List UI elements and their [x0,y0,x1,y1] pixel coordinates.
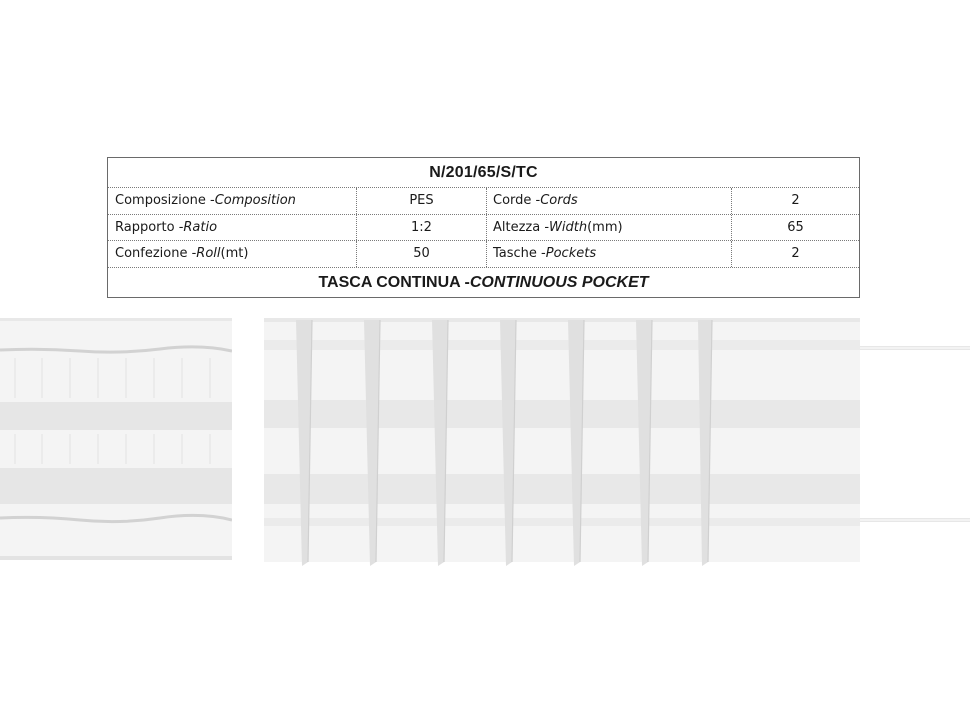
composition-value: PES [357,188,487,214]
pocket-type: TASCA CONTINUA - CONTINUOUS POCKET [318,273,649,291]
spec-table [107,157,860,298]
width-label: Altezza - Width (mm) [487,215,732,241]
cords-label: Corde - Cords [487,188,732,214]
ratio-value: 1:2 [357,215,487,241]
spec-row-composition [108,188,859,215]
roll-label: Confezione - Roll (mt) [108,241,357,267]
spec-row-ratio [108,215,859,242]
flat-tape-image [0,318,232,560]
cords-value: 2 [791,193,800,209]
pockets-value: 2 [791,246,800,262]
pockets-label: Tasche - Pockets [487,241,732,267]
spec-row-roll [108,241,859,268]
width-value: 65 [787,219,804,235]
ratio-label: Rapporto - Ratio [108,215,357,241]
product-code: N/201/65/S/TC [108,158,859,188]
pleated-tape-image [264,316,970,572]
roll-value: 50 [357,241,487,267]
composition-label: Composizione - Composition [108,188,357,214]
